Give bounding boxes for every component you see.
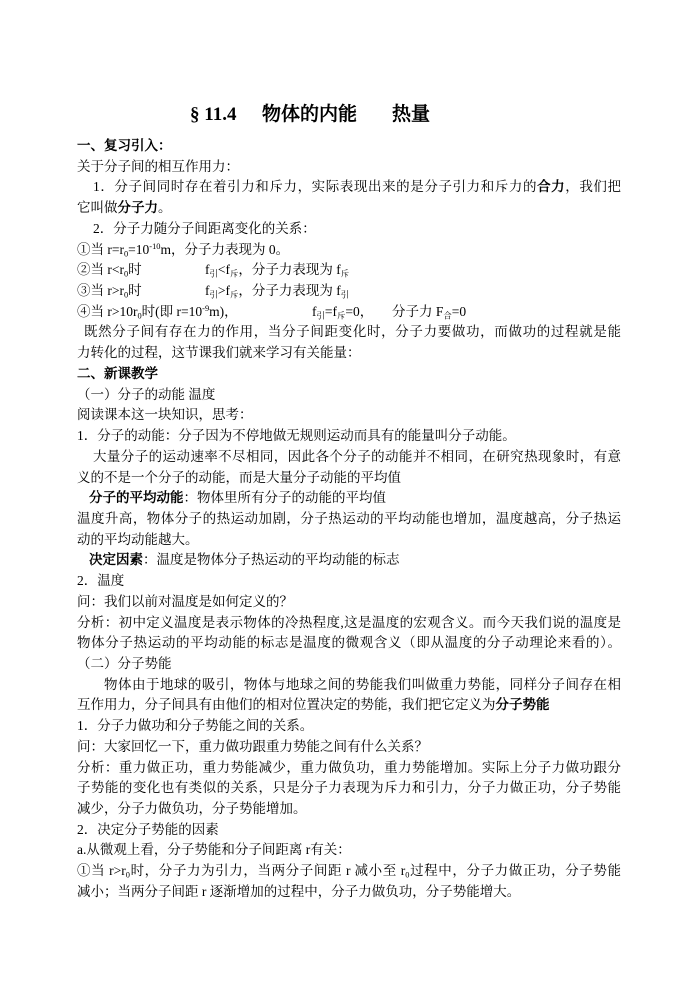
text-run: 过程中，分子力做正功，分子势能 [409, 863, 621, 879]
text-line [77, 219, 621, 240]
text-run: ④当 r>10r [77, 303, 138, 319]
text-run: 阅读课本这一块知识，思考： [77, 407, 253, 423]
text-line [77, 198, 621, 219]
text-line [77, 343, 621, 364]
text-line [77, 488, 621, 509]
subscript: 0 [137, 311, 142, 321]
subscript: 0 [123, 248, 129, 258]
text-run: 1．分子力做功和分子势能之间的关系。 [77, 718, 314, 734]
text-line [77, 240, 621, 261]
text-line [77, 695, 621, 716]
text-run: =0， [345, 303, 374, 319]
text-run: 关于分子间的相互作用力： [77, 158, 239, 174]
section-number: § 11.4 [190, 104, 237, 125]
title-main: 物体的内能 [262, 104, 358, 125]
text-run: 时 [128, 283, 142, 299]
bold-term: 分子势能 [495, 697, 550, 713]
subscript: 0 [123, 290, 129, 300]
subscript: 引 [209, 290, 218, 300]
bold-term: 分子力 [117, 200, 158, 216]
text-run: 温度升高，物体分子的热运动加剧，分子热运动的平均动能也增加，温度越高，分子热运 [77, 510, 621, 526]
text-run: 它叫做 [77, 200, 118, 216]
text-run: f [205, 283, 210, 299]
text-run: 大量分子的运动速率不尽相同，因此各个分子的动能并不相同，在研究热现象时，有意 [93, 448, 621, 464]
text-run: 既然分子间有存在力的作用，当分子间距变化时，分子力要做功，而做功的过程就是能 [84, 324, 621, 340]
text-line [77, 613, 621, 634]
text-run: ：物体里所有分子的动能的平均值 [183, 490, 386, 506]
text-run: ①当 r=r [77, 241, 124, 257]
text-run: m，分子力表现为 0。 [160, 241, 290, 257]
text-line [77, 737, 621, 758]
text-line [77, 758, 621, 779]
text-line [77, 530, 621, 551]
heading-text: （一）分子的动能 温度 [77, 386, 216, 402]
text-run: =0 [451, 303, 467, 319]
text-line [77, 260, 621, 281]
subscript: 斥 [336, 311, 346, 321]
text-run: 1．分子间同时存在着引力和斥力，实际表现出来的是分子引力和斥力的 [93, 179, 538, 195]
text-line [77, 509, 621, 530]
subscript: 引 [316, 311, 325, 321]
text-run: 时(即 r=10 [141, 303, 203, 319]
superscript: -9 [202, 303, 210, 313]
text-run: f [205, 262, 210, 278]
text-line [77, 302, 621, 323]
heading-text: （二）分子势能 [77, 655, 172, 671]
text-line [77, 882, 621, 903]
text-run: 问：我们以前对温度是如何定义的？ [77, 593, 293, 609]
text-run: ，我们把 [565, 179, 622, 195]
text-run: 物体分子热运动的平均动能的标志是温度的微观含义（即从温度的分子动理论来看的）。 [77, 635, 621, 651]
subscript: 引 [340, 290, 350, 300]
section-heading [77, 136, 621, 157]
text-run: >f [217, 283, 230, 299]
text-run: 时，分子力为引力，当两分子间距 r 减小至 r [129, 863, 406, 879]
text-line [77, 468, 621, 489]
text-line [77, 157, 621, 178]
text-line [77, 778, 621, 799]
title-sub: 热量 [392, 104, 431, 125]
text-line [77, 177, 621, 198]
text-run: m)， [209, 303, 238, 319]
text-run: ①当 r>r [77, 863, 126, 879]
formula-group [77, 260, 205, 281]
text-line [77, 571, 621, 592]
formula-group [77, 302, 312, 323]
text-line [77, 675, 621, 696]
text-run: 物体由于地球的吸引，物体与地球之间的势能我们叫做重力势能，同样分子间存在相 [104, 676, 621, 692]
text-run: f [312, 303, 317, 319]
text-run: 分析：重力做正功，重力势能减少，重力做负功，重力势能增加。实际上分子力做功跟分 [77, 759, 621, 775]
subscript: 0 [125, 870, 130, 880]
text-run: ，分子力表现为 f [238, 283, 341, 299]
text-line [77, 447, 621, 468]
text-line [77, 799, 621, 820]
text-run: 互作用力，分子间具有由他们的相对位置决定的势能，我们把它定义为 [77, 697, 496, 713]
text-line [77, 633, 621, 654]
text-line [77, 820, 621, 841]
text-run: ③当 r>r [77, 283, 124, 299]
text-line [77, 281, 621, 302]
text-run: 问：大家回忆一下，重力做功跟重力势能之间有什么关系？ [77, 738, 428, 754]
formula-group [312, 302, 392, 323]
text-run: =f [324, 303, 337, 319]
text-run: ②当 r<r [77, 262, 124, 278]
bold-term: 合力 [537, 179, 566, 195]
text-line [77, 716, 621, 737]
text-run: <f [217, 262, 230, 278]
text-run: 时 [128, 262, 142, 278]
subscript: 斥 [340, 269, 350, 279]
bold-term: 分子的平均动能 [89, 490, 184, 506]
text-run: 动的平均动能越大。 [77, 531, 199, 547]
subscript: 0 [123, 269, 129, 279]
heading-text: 二、新课教学 [77, 365, 158, 381]
text-line [77, 861, 621, 882]
subscript: 合 [443, 311, 452, 321]
subsection-heading [77, 654, 621, 675]
text-run: 2．分子力随分子间距离变化的关系： [93, 220, 316, 236]
text-line [77, 322, 621, 343]
text-line [77, 592, 621, 613]
text-run: 减小；当两分子间距 r 逐渐增加的过程中，分子力做负功，分子势能增大。 [77, 883, 521, 899]
bold-term: 决定因素 [89, 552, 143, 568]
subscript: 斥 [229, 269, 239, 279]
text-line [77, 426, 621, 447]
text-run: 2．温度 [77, 573, 125, 589]
text-line [77, 405, 621, 426]
text-run: 分子力 F [392, 303, 444, 319]
subscript: 引 [209, 269, 218, 279]
text-run: =10 [128, 241, 150, 257]
heading-text: 一、复习引入： [77, 138, 172, 153]
section-heading [77, 364, 621, 385]
text-run: 分析：初中定义温度是表示物体的冷热程度,这是温度的宏观含义。而今天我们说的温度是 [77, 614, 621, 630]
text-run: 子势能的变化也有类似的关系，只是分子力表现为斥力和引力，分子力做正功，分子势能 [77, 780, 621, 796]
text-run: a.从微观上看，分子势能和分子间距离 r有关： [77, 842, 351, 858]
text-run: ：温度是物体分子热运动的平均动能的标志 [143, 552, 400, 568]
formula-group [77, 281, 205, 302]
text-run: ，分子力表现为 f [238, 262, 341, 278]
text-run: 力转化的过程，这节课我们就来学习有关能量： [77, 345, 361, 361]
page-title [190, 102, 430, 128]
text-run: 1．分子的动能：分子因为不停地做无规则运动而具有的能量叫分子动能。 [77, 428, 516, 444]
text-line [77, 550, 621, 571]
superscript: -10 [149, 241, 161, 251]
text-run: 义的不是一个分子的动能，而是大量分子动能的平均值 [77, 469, 401, 485]
text-run: 。 [158, 200, 172, 216]
subscript: 0 [405, 870, 410, 880]
text-run: 2．决定分子势能的因素 [77, 821, 219, 837]
text-line [77, 840, 621, 861]
subsection-heading [77, 385, 621, 406]
text-run: 减少，分子力做负功，分子势能增加。 [77, 801, 307, 816]
document-body [77, 136, 621, 903]
subscript: 斥 [229, 290, 239, 300]
